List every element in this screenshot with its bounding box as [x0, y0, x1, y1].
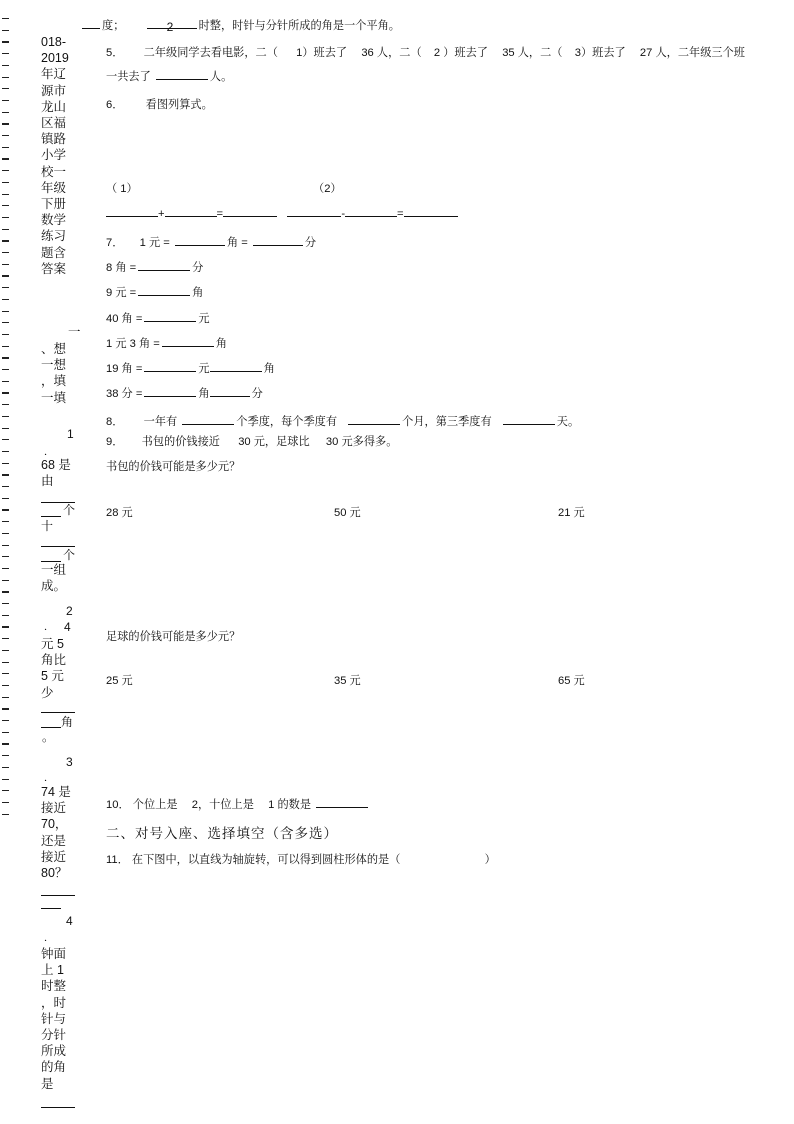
binding-dash	[2, 416, 9, 417]
binding-dash	[2, 346, 9, 347]
sidebar-q1-unit1: 个	[63, 503, 76, 517]
sidebar-q3-number: 3	[66, 755, 73, 769]
binding-dash	[2, 568, 9, 569]
binding-dash	[2, 545, 9, 546]
conv-blank[interactable]	[144, 310, 196, 322]
conv-blank[interactable]	[138, 259, 190, 271]
sidebar-title-line: 源市	[41, 83, 67, 98]
binding-dash	[2, 112, 9, 113]
sidebar-title-line: 018-	[41, 35, 67, 49]
q11-text: 在下图中，以直线为轴旋转，可以得到圆柱形体的是（	[131, 854, 401, 866]
binding-dash	[2, 77, 9, 78]
binding-dash	[2, 509, 9, 510]
question-10	[106, 796, 370, 812]
q5-class2: 2	[433, 47, 441, 59]
conv-blank[interactable]	[210, 360, 262, 372]
conversion-row	[106, 284, 203, 300]
top-tail: 时整，时针与分针所成的角是一个平角。	[198, 20, 400, 32]
binding-dash-line	[0, 0, 12, 1124]
conv-blank[interactable]	[210, 385, 250, 397]
q6-blank-5[interactable]	[345, 205, 397, 217]
conversion-row	[106, 259, 203, 275]
binding-dash	[2, 404, 9, 405]
sidebar-section-line: ，填	[41, 374, 67, 389]
top-hour-value: 2	[166, 20, 174, 34]
binding-dash	[2, 486, 9, 487]
binding-dash	[2, 697, 9, 698]
sidebar-section-line: 、想	[41, 342, 67, 356]
binding-dash	[2, 451, 9, 452]
binding-dash	[2, 428, 9, 429]
conv-unit: 角	[215, 338, 227, 350]
conv-prefix: 1 元 3 角 =	[106, 338, 160, 350]
binding-dash	[2, 170, 9, 171]
sidebar-section-line: 一填	[41, 390, 67, 405]
sidebar-q3-line: 接近	[41, 801, 67, 816]
q6-blank-4[interactable]	[287, 205, 341, 217]
q9-number: 9．	[106, 436, 124, 448]
binding-dash	[2, 720, 9, 721]
question-7	[106, 234, 316, 250]
sidebar-title-line: 年辽	[41, 67, 67, 82]
q6-blank-3[interactable]	[223, 205, 277, 217]
binding-dash	[2, 556, 9, 557]
q10-number: 10．	[106, 799, 130, 811]
sidebar-section-lead: 一	[68, 325, 81, 339]
conv-mid: 元	[198, 363, 210, 375]
question-6	[106, 96, 213, 112]
sidebar-q2-line: 5 元	[41, 669, 64, 684]
sidebar-q4-line: 时整	[41, 979, 67, 994]
binding-dash	[2, 123, 9, 124]
q10-text-a: 个位上是	[132, 799, 178, 811]
binding-dash	[2, 662, 9, 663]
q8-text-d: 天。	[556, 416, 580, 428]
q6-equations	[106, 205, 458, 220]
conv-unit: 角	[263, 363, 275, 375]
sidebar-q4-line: 是	[41, 1076, 54, 1091]
q5-answer-blank[interactable]	[156, 68, 208, 80]
binding-dash	[2, 322, 9, 323]
binding-dash	[2, 790, 9, 791]
sidebar-q1-tail	[41, 562, 77, 594]
binding-dash	[2, 615, 9, 616]
sidebar-q3-blank[interactable]	[41, 895, 75, 896]
question-8	[106, 413, 579, 429]
question-9	[106, 433, 397, 449]
sidebar-q4-line: 所成	[41, 1044, 67, 1059]
binding-dash	[2, 311, 9, 312]
top-blank-degree[interactable]	[82, 17, 100, 29]
q5-num3: 27 人，二年级三个班	[639, 47, 745, 59]
sidebar-q3-text	[41, 784, 77, 881]
q6-plus: +	[158, 208, 165, 220]
sidebar-title-line: 数学	[41, 213, 67, 228]
conv-prefix: 8 角 =	[106, 262, 137, 274]
q6-number: 6．	[106, 99, 124, 111]
q8-text-b: 个季度，每个季度有	[236, 416, 338, 428]
conversion-row	[106, 335, 227, 351]
conversion-row	[106, 310, 210, 326]
binding-dash	[2, 603, 9, 604]
binding-dash	[2, 334, 9, 335]
binding-dash	[2, 392, 9, 393]
binding-dash	[2, 18, 9, 19]
sidebar-q1-dot: ．	[44, 447, 54, 458]
sidebar-q4-line: 的角	[41, 1060, 67, 1075]
sidebar-q3-line: 80？	[41, 866, 68, 881]
sidebar-title-line: 区福	[41, 116, 67, 131]
sidebar-q2-value: 4	[64, 620, 71, 634]
sidebar-q4-line: 上 1	[41, 963, 64, 978]
ball-option-3[interactable]: 65 元	[558, 675, 585, 687]
binding-dash	[2, 65, 9, 66]
sidebar-q2-dot: ．	[44, 622, 54, 633]
q6-equals-2: =	[397, 208, 404, 220]
sidebar-q4-dot: ．	[44, 933, 54, 944]
binding-dash	[2, 381, 9, 382]
binding-dash	[2, 743, 9, 744]
sidebar-title-line: 2019	[41, 51, 69, 66]
bag-question: 书包的价钱可能是多少元？	[106, 461, 241, 473]
sidebar-q2-line: 元 5	[41, 637, 64, 651]
q6-blank-2[interactable]	[165, 205, 217, 217]
binding-dash	[2, 685, 9, 686]
q5-num1: 36 人，二（	[361, 47, 422, 59]
q10-blank[interactable]	[316, 796, 368, 808]
sidebar-q4-line: ，时	[41, 995, 67, 1010]
sidebar-q4-text	[41, 946, 77, 1092]
binding-dash	[2, 41, 9, 42]
binding-dash	[2, 240, 9, 241]
q8-blank-3[interactable]	[503, 413, 555, 425]
sidebar-q4-line: 针与	[41, 1011, 67, 1026]
q6-equals-1: =	[216, 208, 224, 220]
conv-unit: 元	[198, 313, 210, 325]
q5-line2-text: 一共去了	[106, 71, 151, 83]
q8-blank-1[interactable]	[182, 413, 234, 425]
sidebar-q3-line: 70，	[41, 817, 68, 832]
binding-dash	[2, 205, 9, 206]
sidebar-q3-dot: ．	[44, 773, 54, 784]
binding-dash	[2, 229, 9, 230]
sidebar-q1-line: 由	[41, 474, 54, 489]
binding-dash	[2, 264, 9, 265]
sidebar-q4-number: 4	[66, 914, 73, 928]
sidebar-title-line: 镇路	[41, 132, 67, 147]
q11-number: 11．	[106, 854, 129, 866]
sidebar-q4-line: 分针	[41, 1028, 67, 1043]
q6-blank-1[interactable]	[106, 205, 158, 217]
binding-dash	[2, 767, 9, 768]
q5-unit: 人。	[209, 71, 233, 83]
sidebar-q3-line: 接近	[41, 849, 67, 864]
q5-class1: 1）班去了	[296, 47, 348, 59]
q6-minus: -	[341, 208, 346, 220]
q5-class3: 3）班去了	[574, 47, 626, 59]
binding-dash	[2, 779, 9, 780]
section-2-title: 二、对号入座、选择填空（含多选）	[106, 826, 338, 841]
sidebar-q1-text	[41, 457, 77, 489]
conv-blank[interactable]	[162, 335, 214, 347]
binding-dash	[2, 474, 9, 475]
conv-prefix: 9 元 =	[106, 287, 137, 299]
conv-prefix: 38 分 =	[106, 388, 143, 400]
binding-dash	[2, 463, 9, 464]
binding-dash	[2, 626, 9, 627]
conv-unit: 分	[192, 262, 204, 274]
question-5	[106, 44, 745, 60]
binding-dash	[2, 650, 9, 651]
binding-dash	[2, 147, 9, 148]
sidebar-title-line: 龙山	[41, 99, 67, 114]
ball-option-2[interactable]: 35 元	[334, 675, 361, 687]
sidebar-q4-line: 钟面	[41, 947, 67, 961]
q7-blank-1[interactable]	[175, 234, 225, 246]
conv-unit: 角	[192, 287, 204, 299]
q11-end: ）	[484, 854, 496, 866]
q10-text-b: 2，十位上是	[191, 799, 254, 811]
q8-blank-2[interactable]	[348, 413, 400, 425]
binding-dash	[2, 30, 9, 31]
conv-prefix: 19 角 =	[106, 363, 143, 375]
binding-dash	[2, 299, 9, 300]
q9-text: 书包的价钱接近	[141, 436, 220, 448]
q7-number: 7．	[106, 237, 124, 249]
q7-blank-2[interactable]	[253, 234, 303, 246]
binding-dash	[2, 158, 9, 159]
sidebar-q3-blank-b	[41, 908, 61, 909]
bag-option-2[interactable]: 50 元	[334, 507, 361, 519]
sidebar-q2-text	[41, 636, 77, 701]
sidebar-q1-unit2: 个	[63, 548, 76, 562]
sidebar-title-line: 下册	[41, 197, 67, 212]
ball-question: 足球的价钱可能是多少元？	[106, 631, 241, 643]
conv-mid: 角	[198, 388, 210, 400]
binding-dash	[2, 498, 9, 499]
binding-dash	[2, 252, 9, 253]
q8-number: 8．	[106, 416, 124, 428]
binding-dash	[2, 533, 9, 534]
binding-dash	[2, 287, 9, 288]
sidebar-q2-unit: 角	[61, 715, 74, 729]
conv-unit: 分	[251, 388, 263, 400]
top-row	[80, 17, 400, 33]
q7-text-a: 1 元 =	[139, 237, 170, 249]
sidebar-q2-line: 角比	[41, 653, 67, 668]
binding-dash	[2, 357, 9, 358]
q5-text2: ）班去了	[443, 47, 488, 59]
conv-blank[interactable]	[144, 385, 196, 397]
top-degree: 度；	[102, 20, 125, 32]
q5-num2: 35 人，二（	[502, 47, 563, 59]
binding-dash	[2, 88, 9, 89]
q6-blank-6[interactable]	[404, 205, 458, 217]
binding-dash	[2, 673, 9, 674]
binding-dash	[2, 580, 9, 581]
sidebar-q3-line: 74 是	[41, 785, 71, 799]
sidebar-q2-line: 少	[41, 685, 54, 700]
q8-text-a: 一年有	[143, 416, 178, 428]
conversion-row	[106, 360, 275, 376]
sidebar-section-title	[41, 341, 77, 406]
q10-text-c: 1 的数是	[268, 799, 312, 811]
q6-label-1: （ 1）	[106, 183, 138, 195]
bag-option-3[interactable]: 21 元	[558, 507, 585, 519]
sidebar-q4-blank[interactable]	[41, 1107, 75, 1108]
q8-text-c: 个月，第三季度有	[402, 416, 492, 428]
q5-text1: 二年级同学去看电影，二（	[143, 47, 278, 59]
binding-dash	[2, 53, 9, 54]
binding-dash	[2, 194, 9, 195]
sidebar-q1-tail-line: 一组	[41, 563, 67, 577]
binding-dash	[2, 439, 9, 440]
binding-dash	[2, 182, 9, 183]
binding-dash	[2, 755, 9, 756]
conv-blank[interactable]	[138, 284, 190, 296]
sidebar-title-line: 小学	[41, 148, 67, 163]
conv-prefix: 40 角 =	[106, 313, 143, 325]
sidebar-title-line: 题含	[41, 245, 67, 260]
q5-number: 5．	[106, 47, 124, 59]
q7-text-c: 分	[304, 237, 317, 249]
q9-text-b: 30 元，足球比	[238, 436, 310, 448]
q9-text-c: 30 元多得多。	[325, 436, 398, 448]
sidebar-title-line: 答案	[41, 261, 67, 276]
binding-dash	[2, 217, 9, 218]
sidebar-title-line: 校一	[41, 164, 67, 179]
binding-dash	[2, 135, 9, 136]
sidebar-section-line: 一想	[41, 358, 67, 373]
ball-option-1[interactable]: 25 元	[106, 675, 133, 687]
sidebar-q1-unit1b: 十	[41, 519, 54, 533]
question-5-line2	[106, 68, 232, 84]
binding-dash	[2, 814, 9, 815]
sidebar-q3-line: 还是	[41, 833, 67, 848]
conversion-row	[106, 385, 263, 401]
binding-dash	[2, 100, 9, 101]
binding-dash	[2, 591, 9, 592]
conv-blank[interactable]	[144, 360, 196, 372]
q6-text: 看图列算式。	[145, 99, 213, 111]
binding-dash	[2, 275, 9, 276]
sidebar-q1-line: 68 是	[41, 458, 71, 472]
question-11	[106, 851, 496, 867]
sidebar-q2-end: 。	[42, 730, 55, 744]
sidebar-title-line: 练习	[41, 229, 67, 244]
sidebar-q2-number: 2	[66, 604, 73, 618]
top-blank-hour[interactable]	[147, 17, 197, 34]
binding-dash	[2, 802, 9, 803]
sidebar-title	[41, 34, 77, 277]
sidebar-q1-tail-line: 成。	[41, 579, 67, 594]
binding-dash	[2, 732, 9, 733]
binding-dash	[2, 708, 9, 709]
binding-dash	[2, 521, 9, 522]
q7-text-b: 角 =	[226, 237, 248, 249]
sidebar-title-line: 年级	[41, 180, 67, 195]
sidebar-q1-number: 1	[67, 427, 74, 441]
binding-dash	[2, 369, 9, 370]
q6-label-2: （2）	[313, 183, 342, 195]
bag-option-1[interactable]: 28 元	[106, 507, 133, 519]
binding-dash	[2, 638, 9, 639]
